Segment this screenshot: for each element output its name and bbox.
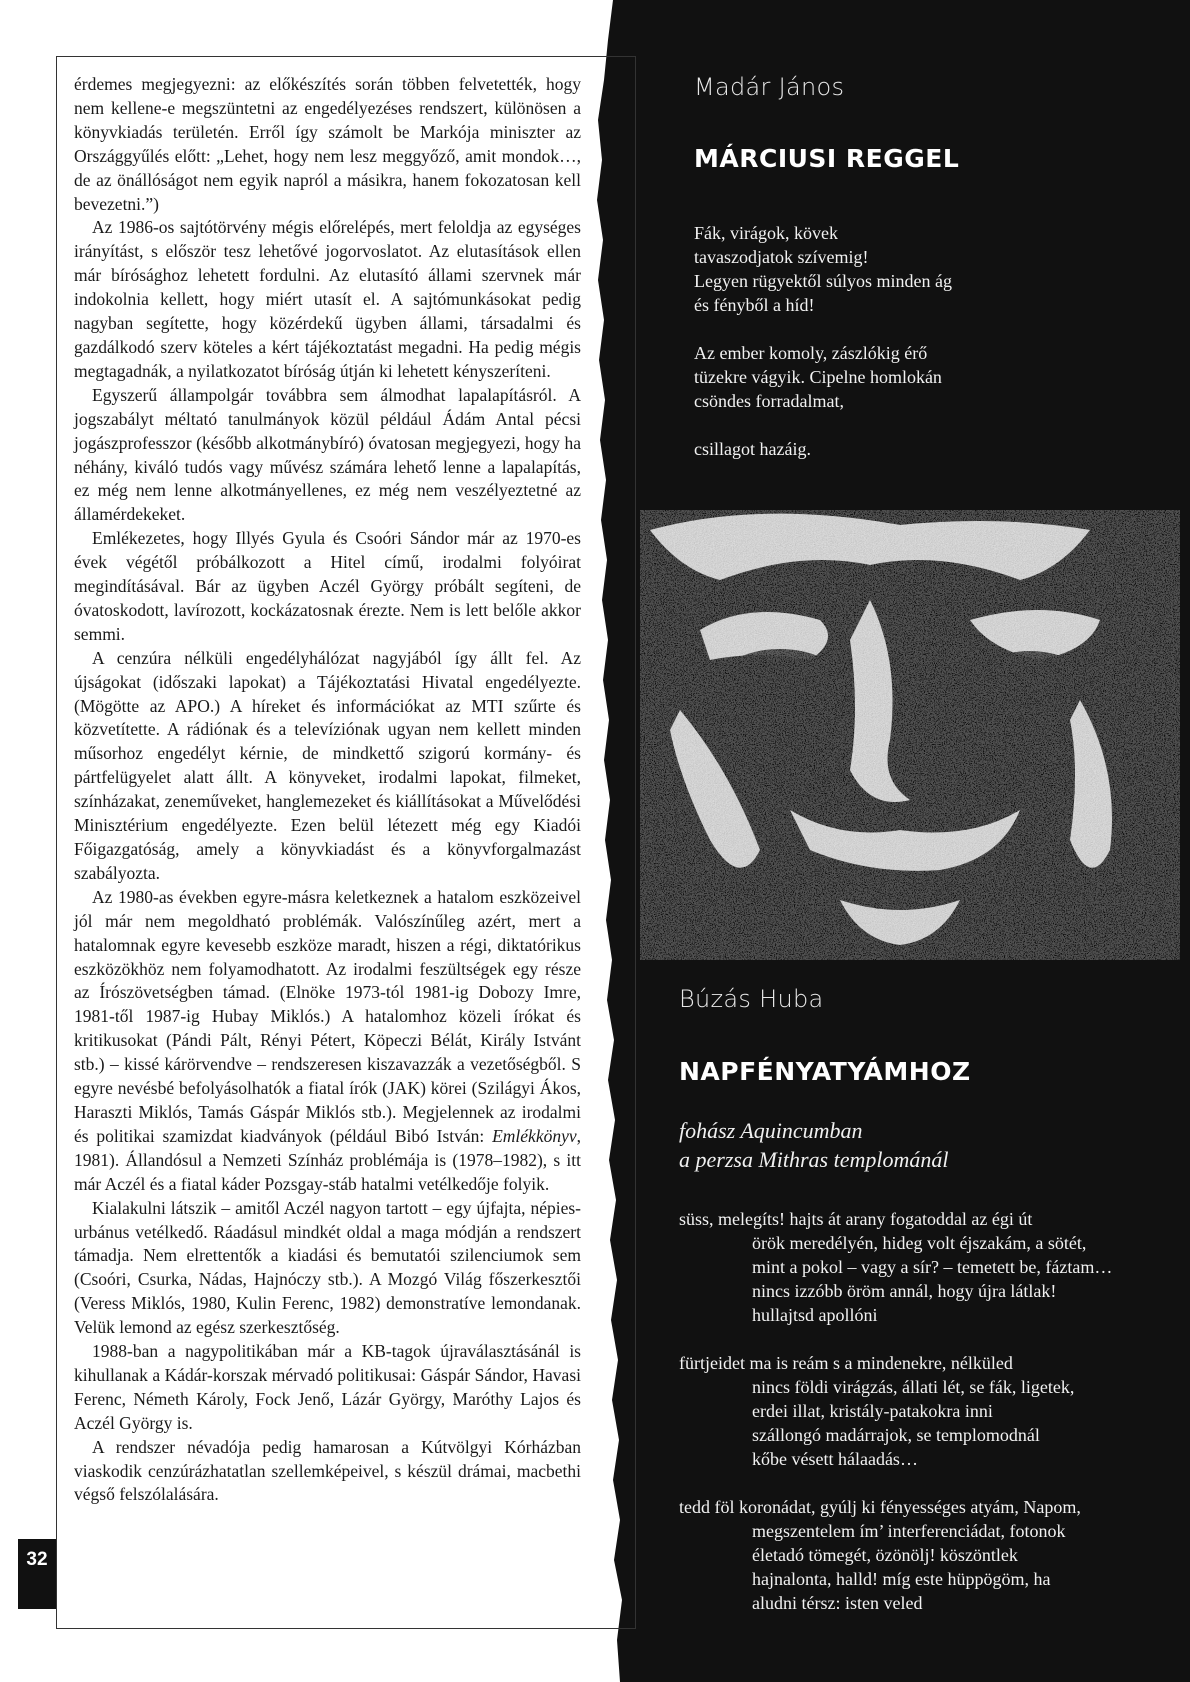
poem-line: nincs földi virágzás, állati lét, se fák, ligetek, — [752, 1377, 1075, 1397]
article-paragraph: Az 1986-os sajtótörvény mégis előrelépés, mert feloldja az egységes irányítást, s először tesz lehetővé jogorvoslatot. Az elutasítások ellen már bírósághoz lehetett fordulni. Az elutasító állami szervnek már indokolnia kellett, hogy miért utasít el. A sajtómunkásokat pedig nagyban segítette, hogy közérdekű ügyben állami, társadalmi és gazdálkodó szerv köteles a kért tájékoztatást megadni. Ha pedig mégis megtagadnák, a nyilatkozatot bíróság útján ki lehetett kényszeríteni. — [74, 217, 581, 381]
page-number: 32 — [18, 1539, 56, 1609]
poem2-subtitle — [679, 1116, 949, 1174]
poem-line: tavaszodjatok szívemig! — [694, 247, 869, 267]
article-paragraph: 1988-ban a nagypolitikában már a KB-tagok újraválasztásánál is kihullanak a Kádár-korszak mérvadó politikusai: Gáspár Sándor, Havasi Ferenc, Németh Károly, Fock Jenő, Lázár György, Maróthy Lajos és Aczél György is. — [74, 1341, 581, 1433]
poem-line: életadó tömegét, özönölj! köszöntlek — [752, 1545, 1018, 1565]
poem-line: tedd föl koronádat, gyúlj ki fényességes atyám, Napom, — [679, 1497, 1081, 1517]
poem-line: Az ember komoly, zászlókig érő — [694, 343, 928, 363]
poem1-author: Madár János — [694, 73, 845, 101]
article-paragraph: Egyszerű állampolgár továbbra sem álmodhat lapalapításról. A jogszabályt méltató tanulmányok közül például Ádám Antal pécsi jogászprofesszor (később alkotmánybíró) óvatosan megjegyezi, hogy ha néhány, kiváló tudós vagy művész számára lehető lenne a lapalapítás, ez még nem lenne alkotmányellenes, ez még nem veszélyeztetné az államérdekeket. — [74, 384, 581, 525]
poem-line: erdei illat, kristály-patakokra inni — [752, 1401, 993, 1421]
poem-line: Fák, virágok, kövek — [694, 223, 838, 243]
poem1-title: MÁRCIUSI REGGEL — [694, 144, 960, 173]
article-paragraph-text: Az 1980-as években egyre-másra keletkeznek a hatalom eszközeivel jól már nem megoldható problémák. Valószínűleg azért, mert a hatalomnak egyre kevesebb eszköze maradt, hiszen a régi, diktatórikus eszközökhöz nem folyamodhatott. Az irodalmi feszültségek egy része az Írószövetségben támad. (Elnöke 1973-tól 1981-ig Dobozy Imre, 1981-től 1987-ig Hubay Miklós.) A hatalomhoz közeli írókat és kritikusokat (Pándi Pált, Rényi Pétert, Köpeczi Bélát, Király Istvánt stb.) – kissé kárörvendve – rendszeresen kiszavazzák a vezetőségből. S egyre nevésbé befolyásolhatók a fiatal írók (JAK) körei (Szilágyi Ákos, Haraszti Miklós, Tamás Gáspár Miklós stb.). Megjelennek az irodalmi és politikai szamizdat kiadványok (például Bibó István: — [74, 886, 581, 1146]
article-paragraph: Kialakulni látszik – amitől Aczél nagyon tartott – egy újfajta, népies-urbánus vetélkedő. Ráadásul mindkét oldal a maga módján a rendszert támadja. Nem elrettentők a kiadási és bemutatói szilenciumok sem (Csoóri, Csurka, Nádas, Hajnóczy stb.). A Mozgó Világ főszerkesztői (Veress Miklós, 1980, Kulin Ferenc, 1982) demonstratíve lemondanak. Velük lemond az egész szerkesztőség. — [74, 1197, 581, 1338]
article-paragraph — [74, 886, 581, 1197]
poem-line: tüzekre vágyik. Cipelne homlokán — [694, 367, 942, 387]
poem2-author: Búzás Huba — [679, 985, 824, 1013]
subtitle-line: fohász Aquincumban — [679, 1118, 863, 1143]
poem-line: aludni térsz: isten veled — [752, 1593, 923, 1613]
poem-line: nincs izzóbb öröm annál, hogy újra látlak! — [752, 1281, 1057, 1301]
poem-line: süss, melegíts! hajts át arany fogatoddal az égi út — [679, 1209, 1033, 1229]
poem-line: fürtjeidet ma is reám s a mindenekre, nélküled — [679, 1353, 1013, 1373]
poem-line: és fényből a híd! — [694, 295, 815, 315]
poem1-body — [694, 221, 952, 461]
poem-line: hullajtsd apollóni — [752, 1305, 878, 1325]
book-title: Emlékkönyv — [492, 1125, 577, 1146]
poem-line: hajnalonta, halld! míg este hüppögöm, ha — [752, 1569, 1051, 1589]
article-paragraph-continuation: , 1981). Állandósul a Nemzeti Színház problémája is (1978–1982), s itt már Aczél és a fiatal káder Pozsgay-stáb hatalmi vetélkedője folyik. — [74, 1125, 581, 1194]
article-paragraph: A rendszer névadója pedig hamarosan a Kútvölgyi Kórházban viaskodik cenzúrázhatatlan szellemképeivel, s készül drámai, macbethi végső felszólalására. — [74, 1436, 581, 1505]
article-text — [74, 73, 581, 1507]
poem-line: csillagot hazáig. — [694, 439, 811, 459]
poem2-title: NAPFÉNYATYÁMHOZ — [679, 1057, 971, 1086]
portrait-image — [640, 510, 1180, 960]
poem-line: csöndes forradalmat, — [694, 391, 844, 411]
article-paragraph: Emlékezetes, hogy Illyés Gyula és Csoóri Sándor már az 1970-es évek végétől próbálkozott a Hitel című, irodalmi folyóirat megindításával. Bár az ügyben Aczél György próbált segíteni, de óvatoskodott, lavírozott, kockázatosnak érezte. Nem is lett belőle akkor semmi. — [74, 528, 581, 644]
poem2-body — [679, 1207, 1112, 1615]
article-paragraph: érdemes megjegyezni: az előkészítés során többen felvetették, hogy nem kellene-e megszüntetni az engedélyezéses rendszert, különösen a könyvkiadás területén. Erről így számolt be Markója miniszter az Országgyűlés előtt: „Lehet, hogy nem lesz meggyőző, amit mondok…, de az önállóságot nem egyik napról a másikra, hanem fokozatosan kell bevezetni.”) — [74, 74, 581, 214]
poem-line: örök meredélyén, hideg volt éjszakám, a sötét, — [752, 1233, 1087, 1253]
poem-line: kőbe vésett hálaadás… — [752, 1449, 918, 1469]
article-paragraph: A cenzúra nélküli engedélyhálózat nagyjából így állt fel. Az újságokat (időszaki lapokat) a Tájékoztatási Hivatal engedélyezte. (Mögötte az APO.) A híreket és információkat az MTI szűrte és közvetítette. A rádiónak és a televíziónak ugyan nem kellett minden műsorhoz engedélyt kérnie, de mindkettő szigorú kormány- és pártfelügyelet alatt állt. A könyveket, irodalmi lapokat, filmeket, színházakat, zeneműveket, hanglemezeket és kiállításokat a Művelődési Minisztérium engedélyezte. Ezen belül létezett még egy Kiadói Főigazgatóság, amely a könyvkiadást és a könyvforgalmazást szabályozta. — [74, 647, 581, 883]
subtitle-line: a perzsa Mithras templománál — [679, 1147, 949, 1172]
poem-line: megszentelem ím’ interferenciádat, fotonok — [752, 1521, 1066, 1541]
poem-line: szállongó madárrajok, se templomodnál — [752, 1425, 1040, 1445]
poem-line: mint a pokol – vagy a sír? – temetett be, fáztam… — [752, 1257, 1113, 1277]
poem-line: Legyen rügyektől súlyos minden ág — [694, 271, 952, 291]
